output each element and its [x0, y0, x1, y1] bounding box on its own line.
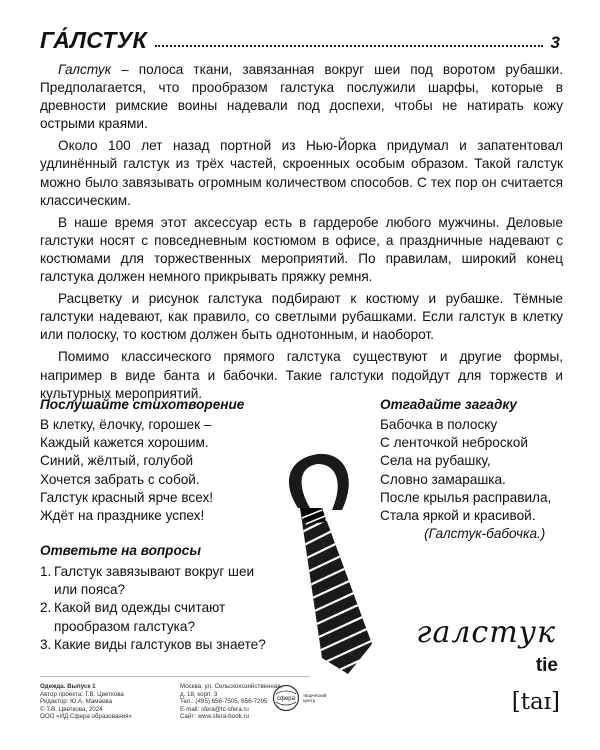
riddle-answer: (Галстук-бабочка.)	[424, 526, 546, 542]
riddle-line: Села на рубашку,	[380, 453, 491, 469]
page-header	[40, 22, 560, 54]
poem-line: Галстук красный ярче всех!	[40, 489, 214, 505]
question-number: 3.	[40, 636, 52, 652]
publisher-logo	[272, 684, 337, 712]
poem-title: Послушайте стихотворение	[40, 397, 245, 412]
article-text	[40, 61, 563, 407]
article-paragraph	[40, 290, 563, 344]
riddle-line: После крылья расправила,	[380, 489, 552, 505]
poem-line: Каждый кажется хорошим.	[40, 435, 209, 451]
poem-line: Синий, жёлтый, голубой	[40, 453, 194, 469]
paragraph-text: Расцветку и рисунок галстука подбирают к костюму и рубашке. Тёмные галстуки надевают, как правило, со светлыми рубашками. Если галстук в клетку или полоску, то костюм должен быть однотонным, и наоборот.	[40, 291, 563, 343]
question-text: Галстук завязывают вокруг шеи или пояса?	[54, 564, 255, 598]
imprint-line: Автор проекта: Т.В. Цветкова	[40, 690, 124, 698]
poem-line: Ждёт на празднике успех!	[40, 508, 205, 524]
imprint-title: Одежда. Выпуск 1	[40, 683, 96, 690]
question-number: 1.	[40, 564, 52, 579]
riddle-line: С ленточкой неброской	[380, 435, 528, 451]
imprint-line: Сайт: www.sfera-book.ru	[180, 713, 249, 721]
paragraph-text: Помимо классического прямого галстука существуют и другие формы, например в виде банта и бабочки. Такие галстуки подойдут для торжеств и культурных мероприятий.	[40, 349, 563, 401]
tie-neck-loop	[289, 454, 349, 510]
logo-caption: творческий центр	[303, 693, 327, 703]
transcription: [taɪ]	[511, 689, 560, 715]
riddle	[380, 416, 551, 543]
cursive-word: галстук	[416, 615, 556, 650]
english-word: tie	[535, 655, 558, 676]
riddle-line: Бабочка в полоску	[380, 417, 498, 432]
imprint-line: Редактор: Ю.А. Мамаева	[40, 698, 113, 706]
imprint-line: E-mail: sfera@tc-sfera.ru	[180, 705, 249, 713]
question-text: Какой вид одежды считают прообразом галстука?	[54, 600, 226, 634]
page-number: 3	[550, 33, 560, 52]
imprint-line: ООО «ИД Сфера образования»	[40, 713, 132, 721]
article-paragraph	[40, 137, 563, 209]
imprint-line: © Т.В. Цветкова, 2024	[40, 705, 103, 713]
paragraph-text: Около 100 лет назад портной из Нью-Йорка придумал и запатентовал удлинённый галстук из трёх частей, скроенных особым образом. Такой галстук можно было завязывать огромным количеством способов. С тех пор он считается классическим.	[40, 138, 563, 208]
footer-divider	[40, 676, 310, 677]
poem	[40, 416, 213, 525]
title-dot-leader	[155, 45, 543, 47]
imprint-line: Тел.: (495) 656-7505, 656-7205	[180, 698, 268, 706]
question-item	[40, 636, 276, 654]
necktie-illustration	[262, 452, 382, 677]
publisher-logo-icon	[272, 684, 300, 712]
article-paragraph	[40, 214, 563, 286]
riddle-line: Стала яркой и красивой.	[380, 508, 536, 524]
poem-line: Хочется забрать с собой.	[40, 471, 200, 487]
article-paragraph	[40, 348, 563, 402]
poem-line: В клетку, ёлочку, горошек –	[40, 417, 212, 432]
paragraph-text: – полоса ткани, завязанная вокруг шеи под воротом рубашки. Предполагается, что прообразом галстука послужили шарфы, которые в древности римские воины надевали под доспехи, чтобы не натирать кожу острыми краями.	[40, 62, 563, 132]
riddle-title: Отгадайте загадку	[380, 397, 517, 412]
riddle-line: Словно замарашка.	[380, 471, 506, 487]
questions-list	[40, 563, 276, 654]
question-item	[40, 599, 276, 635]
imprint-line: Москва, ул. Сельскохозяйственная,	[180, 683, 283, 690]
page-title: ГА́ЛСТУК	[40, 27, 147, 53]
question-item	[40, 563, 276, 599]
logo-word: сфера	[277, 696, 295, 702]
article-paragraph	[40, 61, 563, 133]
imprint-line: д. 18, корп. 3	[180, 690, 218, 698]
imprint-column-left	[40, 683, 180, 721]
question-text: Какие виды галстуков вы знаете?	[54, 636, 266, 652]
term-word: Галстук	[58, 62, 112, 77]
paragraph-text: В наше время этот аксессуар есть в гардеробе любого мужчины. Деловые галстуки носят с повседневным костюмом в офисе, а праздничные надевают с костюмами для торжественных мероприятий. По правилам, широкий конец галстука должен немного прикрывать пряжку ремня.	[40, 214, 563, 285]
questions-title: Ответьте на вопросы	[40, 543, 201, 558]
question-number: 2.	[40, 600, 52, 616]
